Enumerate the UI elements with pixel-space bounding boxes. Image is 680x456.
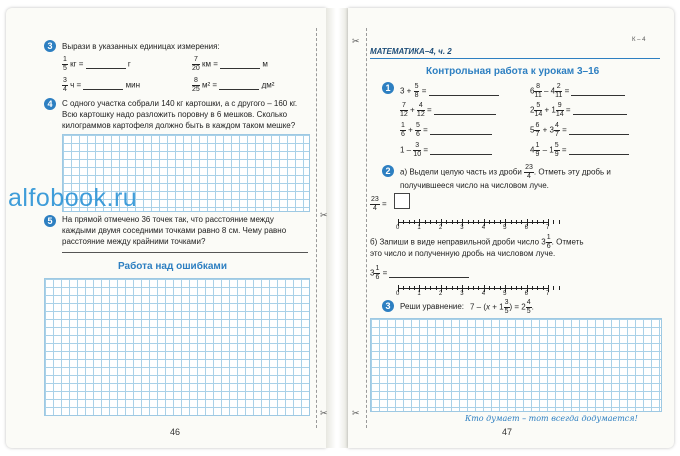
ray-tick (409, 286, 410, 290)
ray-tick (430, 220, 431, 224)
task3-text: Реши уравнение: (400, 302, 465, 311)
cut-line-right (366, 28, 367, 428)
ray-label: 4 (481, 291, 486, 297)
ray-tick (500, 286, 501, 290)
errors-title: Работа над ошибками (118, 261, 227, 272)
test-title: Контрольная работа к урокам 3–16 (426, 66, 600, 77)
expression: $\frac{7}{12}$ + $\frac{4}{12}$ = (400, 102, 496, 119)
expression: 5 $\frac{6}{7}$ + 3 $\frac{4}{7}$ = (530, 122, 629, 139)
number-ray-a (398, 216, 548, 230)
expression: $\frac{1}{6}$ + $\frac{5}{6}$ = (400, 122, 492, 139)
scissors-icon: ✂ (320, 210, 328, 220)
ray-tick (489, 286, 490, 290)
page-number-left: 46 (170, 427, 181, 437)
page-number-right: 47 (502, 427, 513, 437)
ray-tick (446, 220, 447, 224)
ray-tick (409, 220, 410, 224)
ray-tick (559, 220, 560, 224)
ray-tick (511, 286, 512, 290)
expression: 3 + $\frac{5}{8}$ = (400, 83, 499, 100)
task-number: 1 (382, 82, 394, 94)
ray-tick (436, 286, 437, 290)
task2a-line: а) Выдели целую часть из дроби $\frac{23}{4}$ . Отметь эту дробь и (400, 164, 611, 180)
task2b-line: это число и полученную дробь на числовом луче. (370, 249, 556, 258)
expression: 2 $\frac{5}{14}$ + 1 $\frac{9}{14}$ = (530, 102, 627, 119)
answer-line (62, 252, 308, 253)
ray-tick (537, 286, 538, 290)
ray-tick (532, 220, 533, 224)
workbook-header: МАТЕМАТИКА–4, ч. 2 (370, 47, 452, 56)
conversion-item: $\frac{3}{4}$ ч = мин (63, 77, 141, 93)
ray-label: 3 (460, 225, 464, 231)
expression: 4 $\frac{1}{9}$ – 1 $\frac{5}{9}$ = (530, 142, 629, 159)
ray-label: 5 (503, 225, 507, 231)
task4-line: Всю картошку надо разложить поровну в 6 мешков. Сколько (62, 110, 288, 119)
ray-label: 1 (417, 291, 421, 297)
ray-tick (537, 220, 538, 224)
expression: 1 – $\frac{3}{10}$ = (400, 142, 492, 159)
task3-text: Вырази в указанных единицах измерения: (62, 42, 220, 51)
ray-label: 6 (524, 225, 528, 231)
ray-tick (494, 220, 495, 224)
ray-tick (473, 220, 474, 224)
task-number: 3 (44, 40, 56, 52)
header-rule (370, 58, 660, 59)
task-number: 4 (44, 98, 56, 110)
task2b-line: б) Запиши в виде неправильной дроби число 3 $\frac{1}{6}$ . Отметь (370, 234, 584, 250)
number-ray-b (398, 282, 548, 296)
ray-label: 6 (524, 291, 528, 297)
ray-label: 3 (460, 291, 464, 297)
ray-tick (494, 286, 495, 290)
book-spine (326, 8, 348, 448)
task4-line: С одного участка собрали 140 кг картошки, а с другого – 160 кг. (62, 99, 298, 108)
ray-tick (430, 286, 431, 290)
scissors-icon: ✂ (320, 408, 328, 418)
ray-tick (553, 220, 554, 224)
ray-tick (425, 220, 426, 224)
ray-tick (468, 220, 469, 224)
ray-tick (457, 286, 458, 290)
ray-tick (521, 220, 522, 224)
ray-tick (521, 286, 522, 290)
cut-line-left (316, 28, 317, 428)
ray-tick (543, 286, 544, 290)
ray-tick (452, 220, 453, 224)
ray-tick (489, 220, 490, 224)
task-number: 2 (382, 165, 394, 177)
ray-tick (553, 286, 554, 290)
ray-tick (473, 286, 474, 290)
ray-tick (478, 220, 479, 224)
ray-label: 2 (438, 225, 443, 231)
ray-tick (414, 220, 415, 224)
watermark-logo: alfobook.ru (8, 184, 138, 212)
ray-label: 2 (438, 291, 443, 297)
ray-label: 7 (546, 225, 550, 231)
slogan: Кто думает – тот всегда додумается! (465, 414, 638, 423)
task-number: 3 (382, 300, 394, 312)
ray-tick (516, 286, 517, 290)
conversion-item: $\frac{1}{5}$ кг = г (63, 56, 131, 72)
expression: 6 $\frac{8}{11}$ – 4 $\frac{2}{11}$ = (530, 83, 625, 100)
ray-label: 5 (503, 291, 507, 297)
task2a-line: получившееся число на числовом луче. (400, 181, 549, 190)
ray-tick (532, 286, 533, 290)
task2b-fraction: 3 $\frac{1}{6}$ = (370, 265, 469, 282)
ray-label: 0 (396, 291, 400, 297)
corner-code: К – 4 (632, 37, 646, 43)
task2a-fraction: $\frac{23}{4}$ = (371, 196, 387, 212)
ray-tick (478, 286, 479, 290)
ray-tick (468, 286, 469, 290)
ray-tick (457, 220, 458, 224)
ray-tick (436, 220, 437, 224)
answer-grid-equation[interactable] (370, 318, 662, 412)
answer-grid-errors[interactable] (44, 278, 310, 416)
ray-tick (425, 286, 426, 290)
ray-tick (403, 286, 404, 290)
ray-tick (543, 220, 544, 224)
ray-tick (500, 220, 501, 224)
scissors-icon: ✂ (352, 36, 360, 46)
ray-label: 4 (481, 225, 486, 231)
ray-tick (511, 220, 512, 224)
task5-line: На прямой отмечено 36 точек так, что расстояние между (62, 215, 274, 224)
ray-tick (559, 286, 560, 290)
answer-box[interactable] (394, 193, 410, 209)
task-number: 5 (44, 215, 56, 227)
ray-tick (414, 286, 415, 290)
task5-line: расстояние между крайними точками? (62, 237, 206, 246)
task4-line: килограммов картофеля должно быть в каждом таком мешке? (62, 121, 296, 130)
ray-tick (446, 286, 447, 290)
ray-label: 1 (417, 225, 421, 231)
task5-line: каждыми двумя соседними точками равно 8 см. Чему равно (62, 226, 287, 235)
conversion-item: $\frac{8}{25}$ м² = дм² (192, 77, 275, 93)
equation: 7 – (x + 1 $\frac{3}{5}$ ) = 2 $\frac{4}{5}$ . (470, 299, 534, 315)
scissors-icon: ✂ (352, 408, 360, 418)
conversion-item: $\frac{7}{20}$ км = м (192, 56, 268, 72)
ray-label: 0 (396, 225, 400, 231)
ray-tick (403, 220, 404, 224)
ray-label: 7 (546, 291, 550, 297)
ray-tick (516, 220, 517, 224)
ray-tick (452, 286, 453, 290)
